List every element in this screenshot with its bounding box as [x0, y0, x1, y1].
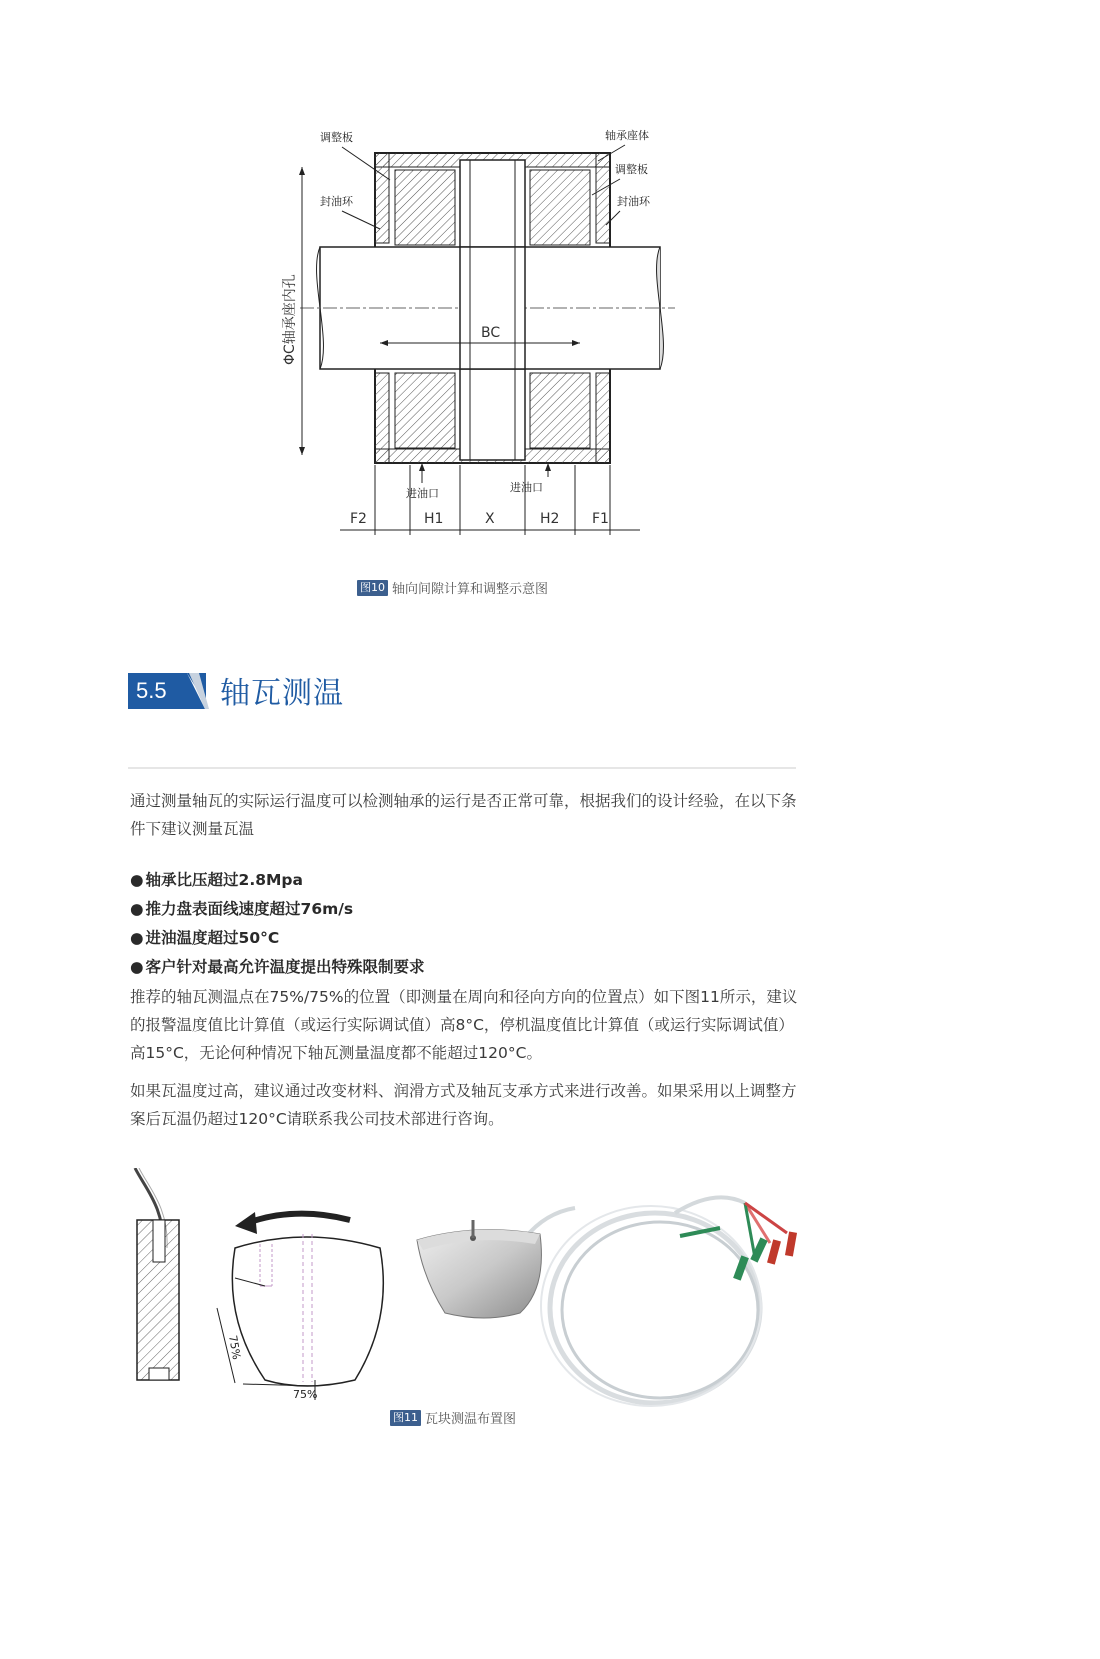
mitigation-paragraph: 如果瓦温度过高，建议通过改变材料、润滑方式及轴瓦支承方式来进行改善。如果采用以上调整方案后瓦温仍超过120°C请联系我公司技术部进行咨询。: [130, 1082, 797, 1128]
figure-11-tag: 图11: [390, 1410, 421, 1426]
figure-10-tag: 图10: [357, 580, 388, 596]
label-seal-ring-right: 封油环: [617, 195, 650, 208]
pad-front-view: [232, 1237, 383, 1386]
bore-label: ΦC轴承座内孔: [282, 274, 298, 365]
condition-item: ● 推力盘表面线速度超过76m/s: [130, 895, 425, 924]
dim-f2: F2: [350, 511, 367, 527]
figure-11-caption: [390, 1408, 516, 1427]
label-adjust-plate-left: 调整板: [320, 131, 353, 144]
condition-item: ● 客户针对最高允许温度提出特殊限制要求: [130, 953, 425, 982]
dim-h2: H2: [540, 511, 560, 527]
intro-paragraph: 通过测量轴瓦的实际运行温度可以检测轴承的运行是否正常可靠，根据我们的设计经验，在以下条件下建议测量瓦温: [130, 792, 797, 838]
condition-list: [130, 866, 425, 982]
dim-h1: H1: [424, 511, 444, 527]
bc-label: BC: [481, 325, 501, 341]
section-divider: [128, 767, 796, 769]
figure-11-pad-drawing: [125, 1168, 395, 1418]
figure-10-caption-text: 轴向间隙计算和调整示意图: [392, 582, 549, 597]
radial-75-label: 75%: [226, 1334, 244, 1361]
section-title: 轴瓦测温: [220, 676, 344, 711]
label-adjust-plate-right: 调整板: [615, 163, 648, 176]
figure-10-diagram: [280, 125, 680, 555]
rotation-arrow: [247, 1214, 350, 1223]
circumferential-75-label: 75%: [293, 1388, 318, 1401]
condition-item: ● 轴承比压超过2.8Mpa: [130, 866, 425, 895]
dim-x: X: [485, 511, 495, 527]
figure-11-sensor-photo: [415, 1168, 810, 1408]
figure-10-caption: [357, 578, 548, 597]
label-oil-inlet-right: 进油口: [510, 481, 543, 494]
label-seal-ring-left: 封油环: [320, 195, 353, 208]
section-number-notch: [175, 673, 209, 709]
dim-f1: F1: [592, 511, 609, 527]
label-oil-inlet-left: 进油口: [406, 487, 439, 500]
section-number: 5.5: [128, 673, 206, 709]
condition-item: ● 进油温度超过50°C: [130, 924, 425, 953]
label-bearing-housing: 轴承座体: [605, 129, 649, 142]
figure-11-caption-text: 瓦块测温布置图: [425, 1412, 517, 1427]
recommendation-paragraph: 推荐的轴瓦测温点在75%/75%的位置（即测量在周向和径向方向的位置点）如下图11所示，建议的报警温度值比计算值（或运行实际调试值）高8°C，停机温度值比计算值（或运行实际调试值）高15°C，无论何种情况下轴瓦测量温度都不能超过120°C。: [130, 988, 798, 1062]
